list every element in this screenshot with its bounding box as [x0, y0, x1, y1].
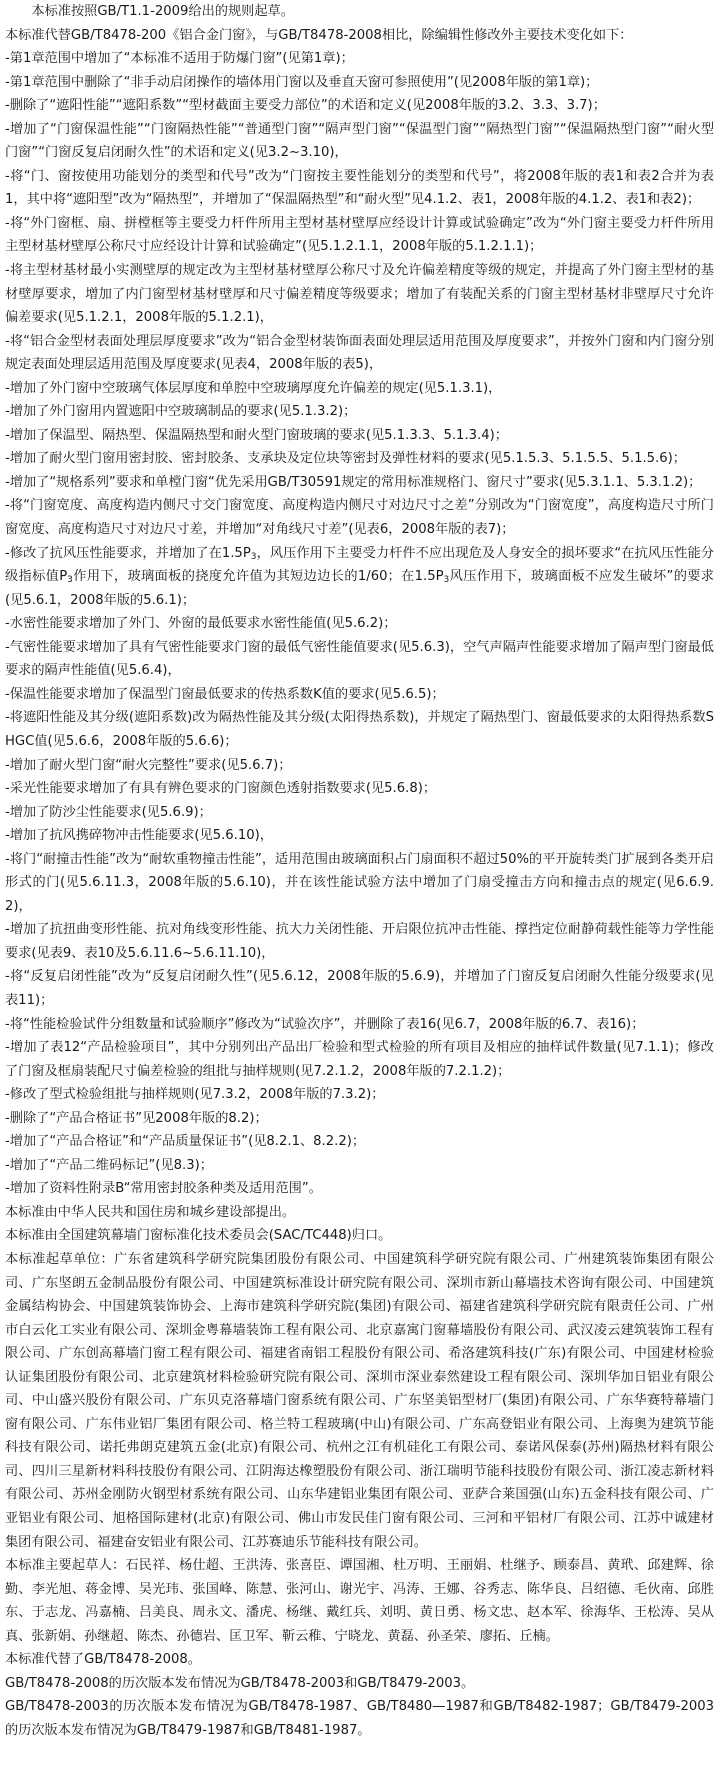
paragraph: -将遮阳性能及其分级(遮阳系数)改为隔热性能及其分级(太阳得热系数)，并规定了隔热型门、窗最低要求的太阳得热系数SHGC值(见5.6.6，2008年版的5.6.6)；: [5, 710, 714, 749]
paragraph: -将主型材基材最小实测壁厚的规定改为主型材基材壁厚公称尺寸及允许偏差精度等级的规定，并提高了外门窗主型材的基材壁厚要求，增加了内门窗型材基材壁厚和尺寸偏差精度等级要求；增加了有装配关系的门窗主型材基材非壁厚尺寸允许偏差要求(见5.1.2.1，2008年版的5.1.2.1)，: [5, 263, 714, 326]
paragraph: -删除了“遮阳性能”“遮阳系数”“型材截面主要受力部位”的术语和定义(见2008年版的3.2、3.3、3.7)；: [5, 98, 606, 114]
paragraph: -增加了外门窗中空玻璃气体层厚度和单腔中空玻璃厚度允许偏差的规定(见5.1.3.1)，: [5, 380, 502, 396]
paragraph: -第1章范围中增加了“本标准不适用于防爆门窗”(见第1章)；: [5, 51, 354, 67]
paragraph: -增加了“门窗保温性能”“门窗隔热性能”“普通型门窗”“隔声型门窗”“保温型门窗”“隔热型门窗”“保温隔热型门窗”“耐火型门窗”“门窗反复启闭耐久性”的术语和定义(见3.2~3.10)，: [5, 121, 715, 161]
paragraph: 本标准代替了GB/T8478-2008。: [5, 1652, 201, 1668]
paragraph: -增加了抗风携碎物冲击性能要求(见5.6.10)，: [5, 828, 273, 844]
subscript: 3: [67, 575, 73, 586]
subscript: 3: [443, 575, 450, 586]
paragraph: 本标准由全国建筑幕墙门窗标准化技术委员会(SAC/TC448)归口。: [5, 1228, 392, 1244]
paragraph: -将“性能检验试件分组数量和试验顺序”修改为“试验次序”，并删除了表16(见6.7，2008年版的6.7、表16)；: [5, 1016, 645, 1032]
paragraph: 本标准主要起草人：石民祥、杨仕超、王洪涛、张喜臣、谭国湘、杜万明、王丽娟、杜继予、顾泰昌、黄玳、邱建辉、徐勤、李光旭、蒋金博、吴光玮、张国峰、陈慧、张河山、谢光宇、冯涛、王娜、谷秀志、陈华良、吕绍德、毛伙南、邱胜东、于志龙、冯嘉楠、吕美良、周永文、潘虎、杨继、戴红兵、刘明、黄日勇、杨文忠、赵本军、徐海华、王松涛、吴从真、张新娟、孙继超、陈杰、孙德岩、匡卫军、靳云稚、宁晓龙、黄磊、孙圣荣、廖拓、丘楠。: [5, 1558, 714, 1644]
paragraph: -增加了“产品合格证”和“产品质量保证书”(见8.2.1、8.2.2)；: [5, 1134, 366, 1150]
paragraph: -将“铝合金型材表面处理层厚度要求”改为“铝合金型材装饰面表面处理层适用范围及厚度要求”，并按外门窗和内门窗分别规定表面处理层适用范围及厚度要求(见表4，2008年版的表5)，: [5, 333, 714, 373]
paragraph: -水密性能要求增加了外门、外窗的最低要求水密性能值(见5.6.2)；: [5, 616, 397, 632]
paragraph: -增加了耐火型门窗用密封胶、密封胶条、支承块及定位块等密封及弹性材料的要求(见5.1.5.3、5.1.5.5、5.1.5.6)；: [5, 451, 686, 467]
paragraph: -气密性能要求增加了具有气密性能要求门窗的最低气密性能值要求(见5.6.3)，空气声隔声性能要求增加了隔声型门窗最低要求的隔声性能值(见5.6.4)，: [5, 639, 714, 679]
paragraph: -将“门、窗按使用功能划分的类型和代号”改为“门窗按主要性能划分的类型和代号”，将2008年版的表1和表2合并为表1，其中将“遮阳型”改为“隔热型”，并增加了“保温隔热型”和“耐火型”见4.1.2、表1，2008年版的4.1.2、表1和表2)；: [5, 168, 714, 208]
paragraph: -将“外门窗框、扇、拼樘框等主要受力杆件所用主型材基材壁厚应经设计计算或试验确定”改为“外门窗主要受力杆件所用主型材基材壁厚公称尺寸应经设计计算和试验确定”(见5.1.2.1.1，2008年版的5.1.2.1.1)；: [5, 215, 714, 255]
paragraph: -增加了资料性附录B“常用密封胶条种类及适用范围”。: [5, 1181, 322, 1197]
paragraph: -修改了抗风压性能要求，并增加了在$1.5P_3$，风压作用下主要受力杆件不应出现危及人身安全的损坏要求“在抗风压性能分级指标值$P_3$作用下，玻璃面板的挠度允许值为其短边边长的1/60；在$1.5P_3$风压作用下，玻璃面板不应发生破坏”的要求(见5.6.1，2008年版的5.6.1)；: [5, 545, 714, 608]
paragraph: 本标准代替GB/T8478-200《铝合金门窗》，与GB/T8478-2008相比，除编辑性修改外主要技术变化如下：: [5, 27, 633, 43]
paragraph: -增加了外门窗用内置遮阳中空玻璃制品的要求(见5.1.3.2)；: [5, 404, 357, 420]
paragraph: GB/T8478-2008的历次版本发布情况为GB/T8478-2003和GB/T8479-2003。: [5, 1675, 475, 1691]
paragraph: -增加了防沙尘性能要求(见5.6.9)；: [5, 804, 212, 820]
paragraph: 本标准按照GB/T1.1-2009给出的规则起草。: [31, 4, 294, 19]
paragraph: -增加了“产品二维码标记”(见8.3)；: [5, 1157, 213, 1173]
paragraph: -保温性能要求增加了保温型门窗最低要求的传热系数K值的要求(见5.6.5)；: [5, 686, 445, 702]
paragraph: -增加了表12“产品检验项目”，其中分别列出产品出厂检验和型式检验的所有项目及相应的抽样试件数量(见7.1.1)；修改了门窗及框扇装配尺寸偏差检验的组批与抽样规则(见7.2.1.2，2008年版的7.2.1.2)；: [5, 1040, 714, 1079]
paragraph: -修改了型式检验组批与抽样规则(见7.3.2，2008年版的7.3.2)；: [5, 1087, 385, 1103]
paragraph: -采光性能要求增加了有具有辨色要求的门窗颜色透射指数要求(见5.6.8)；: [5, 781, 437, 797]
paragraph: 本标准起草单位：广东省建筑科学研究院集团股份有限公司、中国建筑科学研究院有限公司、广州建筑装饰集团有限公司、广东坚朗五金制品股份有限公司、中国建筑标准设计研究院有限公司、深圳市新山幕墙技术咨询有限公司、中国建筑金属结构协会、中国建筑装饰协会、上海市建筑科学研究院(集团)有限公司、福建省建筑科学研究院有限责任公司、广州市白云化工实业有限公司、深圳金粤幕墙装饰工程有限公司、北京嘉寓门窗幕墙股份有限公司、武汉凌云建筑装饰工程有限公司、广东创高幕墙门窗工程有限公司、福建省南铝工程股份有限公司、希洛建筑科技(广东)有限公司、中国建材检验认证集团股份有限公司、北京建筑材料检验研究院有限公司、深圳市深业泰然建设工程有限公司、深圳华加日铝业有限公司、中山盛兴股份有限公司、广东贝克洛幕墙门窗系统有限公司、广东坚美铝型材厂(集团)有限公司、广东华赛特幕墙门窗有限公司、广东伟业铝厂集团有限公司、格兰特工程玻璃(中山)有限公司、广东高登铝业有限公司、上海奥为建筑节能科技有限公司、诺托弗朗克建筑五金(北京)有限公司、杭州之江有机硅化工有限公司、泰诺风保泰(苏州)隔热材料有限公司、四川三星新材料科技股份有限公司、江阴海达橡塑股份有限公司、浙江瑞明节能科技股份有限公司、浙江凌志新材料有限公司、苏州金刚防火钢型材系统有限公司、山东华建铝业集团有限公司、亚萨合莱国强(山东)五金科技有限公司、广亚铝业有限公司、旭格国际建材(北京)有限公司、佛山市发民佳门窗有限公司、三河和平铝材厂有限公司、江苏中诚建材集团有限公司、福建奋安铝业有限公司、江苏赛迪乐节能科技有限公司。: [5, 1251, 714, 1550]
paragraph: -将门“耐撞击性能”改为“耐软重物撞击性能”，适用范围由玻璃面积占门扇面积不超过50%的平开旋转类门扩展到各类开启形式的门(见5.6.11.3，2008年版的5.6.10)，并在该性能试验方法中增加了门扇受撞击方向和撞击点的规定(见6.6.9.2)，: [5, 851, 714, 914]
paragraph: -增加了“规格系列”要求和单樘门窗“优先采用GB/T30591规定的常用标准规格门、窗尺寸”要求(见5.3.1.1、5.3.1.2)；: [5, 474, 702, 490]
paragraph: -将“门窗宽度、高度构造内侧尺寸交门窗宽度、高度构造内侧尺寸对边尺寸之差”分别改为“门窗宽度”，高度构造尺寸所门窗宽度、高度构造尺寸对边尺寸差，并增加“对角线尺寸差”(见表6，2008年版的表7)；: [5, 498, 714, 538]
paragraph: -增加了抗扭曲变形性能、抗对角线变形性能、抗大力关闭性能、开启限位抗冲击性能、撑挡定位耐静荷载性能等力学性能要求(见表9、表10及5.6.11.6~5.6.11.10)，: [5, 922, 714, 961]
paragraph: 本标准由中华人民共和国住房和城乡建设部提出。: [5, 1204, 296, 1220]
paragraph: -增加了耐火型门窗“耐火完整性”要求(见5.6.7)；: [5, 757, 292, 773]
paragraph: -将“反复启闭性能”改为“反复启闭耐久性”(见5.6.12，2008年版的5.6.9)，并增加了门窗反复启闭耐久性能分级要求(见表11)；: [5, 969, 714, 1008]
paragraph: -增加了保温型、隔热型、保温隔热型和耐火型门窗玻璃的要求(见5.1.3.3、5.1.3.4)；: [5, 427, 508, 443]
subscript: 3: [250, 551, 257, 562]
paragraph: GB/T8478-2003的历次版本发布情况为GB/T8478-1987、GB/T8480—1987和GB/T8482-1987；GB/T8479-2003的历次版本发布情况为GB/T8479-1987和GB/T8481-1987。: [5, 1699, 714, 1738]
paragraph: -第1章范围中删除了“非手动启闭操作的墙体用门窗以及垂直天窗可参照使用”(见2008年版的第1章)；: [5, 74, 599, 90]
paragraph: -删除了“产品合格证书”见2008年版的8.2)；: [5, 1110, 268, 1126]
